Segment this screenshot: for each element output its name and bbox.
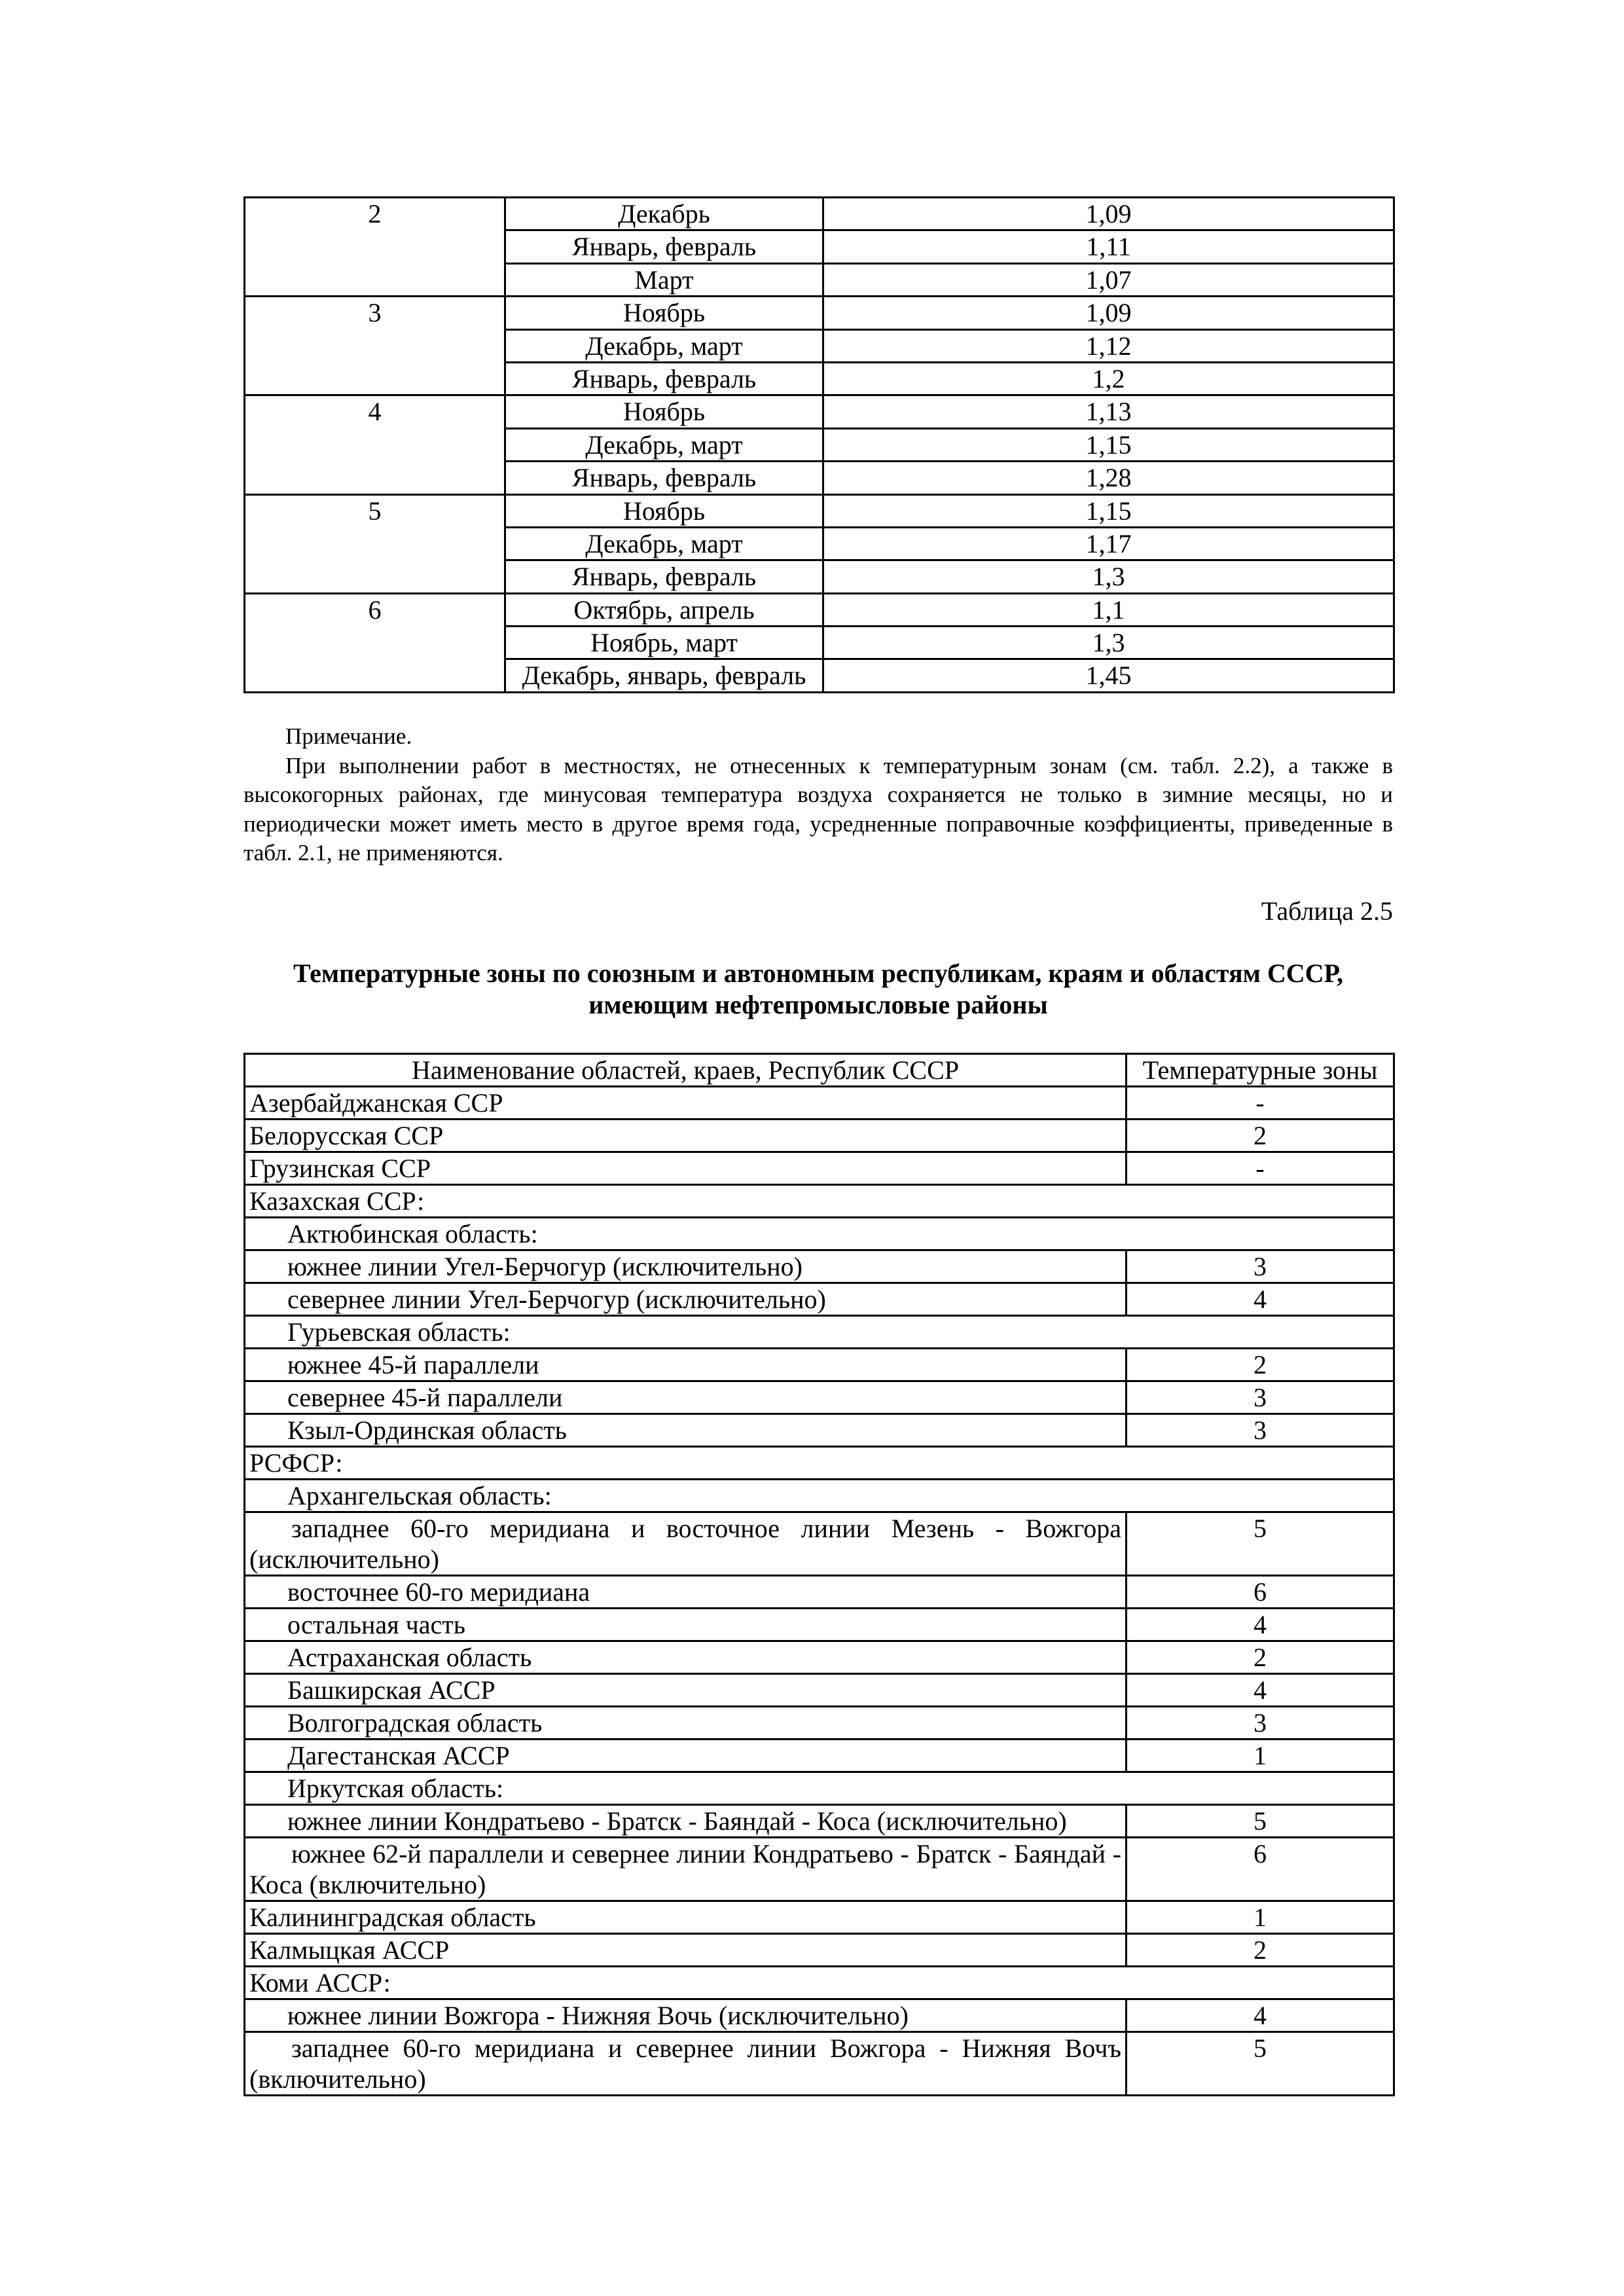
table-row [245, 1901, 1394, 1934]
header-name-cell: Наименование областей, краев, Республик СССР [245, 1054, 1127, 1087]
note-text: При выполнении работ в местностях, не отнесенных к температурным зонам (см. табл. 2.2), а также в высокогорных районах, где минусовая температура воздуха сохраняется не только в зимние месяцы, но и периодически может иметь место в другое время года, усредненные поправочные коэффициенты, приведенные в табл. 2.1, не применяются. [244, 752, 1393, 866]
region-name-cell: Иркутская область: [245, 1772, 1394, 1805]
header-zone-cell: Температурные зоны [1127, 1054, 1394, 1087]
region-name-cell: южнее 62-й параллели и севернее линии Кондратьево - Братск - Баяндай - Коса (включительно) [245, 1838, 1127, 1901]
table-header-row [245, 1054, 1394, 1087]
zone-value-cell: 4 [1127, 1674, 1394, 1707]
period-cell: Декабрь, январь, февраль [505, 659, 823, 692]
region-name-cell: южнее линии Кондратьево - Братск - Баяндай - Коса (исключительно) [245, 1805, 1127, 1838]
table-row [245, 1999, 1394, 2032]
coefficient-cell: 1,28 [823, 462, 1394, 494]
region-name-cell: западнее 60-го меридиана и севернее линии Вожгора - Нижняя Вочъ (включительно) [245, 2032, 1127, 2096]
coefficient-cell: 1,15 [823, 428, 1394, 461]
zone-cell: 4 [245, 395, 505, 494]
zone-value-cell: 2 [1127, 1641, 1394, 1674]
zone-cell: 6 [245, 593, 505, 692]
zone-cell: 2 [245, 198, 505, 297]
coefficient-cell: 1,11 [823, 230, 1394, 263]
table-row [245, 1480, 1394, 1512]
period-cell: Октябрь, апрель [505, 593, 823, 626]
region-name-cell: Дагестанская АССР [245, 1740, 1127, 1772]
table-row [245, 1447, 1394, 1480]
table-row [245, 1740, 1394, 1772]
zone-cell: 3 [245, 297, 505, 395]
region-name-cell: севернее линии Угел-Берчогур (исключительно) [245, 1283, 1127, 1316]
note-block [244, 722, 1393, 868]
coefficient-cell: 1,15 [823, 494, 1394, 527]
table-row [245, 1349, 1394, 1381]
coefficient-cell: 1,3 [823, 560, 1394, 593]
zone-value-cell: 3 [1127, 1250, 1394, 1283]
zone-value-cell: 5 [1127, 1805, 1394, 1838]
period-cell: Ноябрь, март [505, 627, 823, 659]
zone-value-cell: 2 [1127, 1120, 1394, 1152]
coefficient-cell: 1,2 [823, 362, 1394, 395]
region-name-cell: Архангельская область: [245, 1480, 1394, 1512]
table-row [245, 1250, 1394, 1283]
region-name-cell: Башкирская АССР [245, 1674, 1127, 1707]
table-row [245, 198, 1394, 230]
coefficient-cell: 1,3 [823, 627, 1394, 659]
zone-value-cell: 4 [1127, 1609, 1394, 1641]
table-row [245, 1967, 1394, 1999]
table-title-line-1: Температурные зоны по союзным и автономным республикам, краям и областям СССР, [293, 958, 1343, 988]
table-row [245, 1934, 1394, 1967]
region-name-cell: Азербайджанская ССР [245, 1087, 1127, 1120]
table-row [245, 2032, 1394, 2096]
zone-value-cell: 4 [1127, 1999, 1394, 2032]
note-heading: Примечание. [285, 723, 412, 749]
table-row [245, 1316, 1394, 1349]
zone-value-cell: 4 [1127, 1283, 1394, 1316]
table-row [245, 1185, 1394, 1218]
region-name-cell: Кзыл-Ординская область [245, 1414, 1127, 1447]
table-row [245, 1087, 1394, 1120]
table-label: Таблица 2.5 [1261, 896, 1393, 926]
zone-value-cell: 2 [1127, 1934, 1394, 1967]
coefficient-cell: 1,07 [823, 263, 1394, 296]
zone-value-cell: 3 [1127, 1707, 1394, 1740]
table-row [245, 1414, 1394, 1447]
zone-value-cell: - [1127, 1152, 1394, 1185]
region-name-cell: РСФСР: [245, 1447, 1394, 1480]
coefficient-cell: 1,13 [823, 395, 1394, 428]
region-name-cell: Грузинская ССР [245, 1152, 1127, 1185]
period-cell: Ноябрь [505, 297, 823, 329]
region-name-cell: Коми АССР: [245, 1967, 1394, 1999]
zone-value-cell: 6 [1127, 1576, 1394, 1609]
region-name-cell: остальная часть [245, 1609, 1127, 1641]
zone-value-cell: 2 [1127, 1349, 1394, 1381]
coefficient-cell: 1,09 [823, 297, 1394, 329]
table-row [245, 1707, 1394, 1740]
region-name-cell: Калмыцкая АССР [245, 1934, 1127, 1967]
region-name-cell: Калининградская область [245, 1901, 1127, 1934]
table-row [245, 1381, 1394, 1414]
zone-value-cell: 5 [1127, 2032, 1394, 2096]
region-name-cell: западнее 60-го меридиана и восточное линии Мезень - Вожгора (исключительно) [245, 1512, 1127, 1576]
coefficient-table-body [245, 198, 1394, 693]
table-row [245, 1641, 1394, 1674]
zone-value-cell: - [1127, 1087, 1394, 1120]
period-cell: Ноябрь [505, 395, 823, 428]
table-row [245, 1152, 1394, 1185]
coefficient-cell: 1,1 [823, 593, 1394, 626]
zone-value-cell: 6 [1127, 1838, 1394, 1901]
period-cell: Декабрь, март [505, 527, 823, 560]
zone-cell: 5 [245, 494, 505, 593]
table-row [245, 1576, 1394, 1609]
zone-value-cell: 3 [1127, 1381, 1394, 1414]
period-cell: Декабрь, март [505, 428, 823, 461]
temperature-zones-table [244, 1053, 1395, 2096]
zone-value-cell: 1 [1127, 1740, 1394, 1772]
table-title [244, 958, 1393, 1021]
period-cell: Декабрь, март [505, 329, 823, 362]
period-cell: Март [505, 263, 823, 296]
region-name-cell: восточнее 60-го меридиана [245, 1576, 1127, 1609]
table-row [245, 593, 1394, 626]
table-row [245, 1674, 1394, 1707]
table-row [245, 297, 1394, 329]
table-row [245, 1772, 1394, 1805]
zone-value-cell: 3 [1127, 1414, 1394, 1447]
table-row [245, 494, 1394, 527]
period-cell: Декабрь [505, 198, 823, 230]
table-row [245, 1120, 1394, 1152]
table-row [245, 1218, 1394, 1250]
table-row [245, 1609, 1394, 1641]
table-row [245, 1805, 1394, 1838]
region-name-cell: южнее 45-й параллели [245, 1349, 1127, 1381]
table-row [245, 1838, 1394, 1901]
region-name-cell: Волгоградская область [245, 1707, 1127, 1740]
coefficient-cell: 1,09 [823, 198, 1394, 230]
temperature-zones-table-body [245, 1054, 1394, 2096]
coefficient-cell: 1,17 [823, 527, 1394, 560]
period-cell: Январь, февраль [505, 462, 823, 494]
coefficient-cell: 1,12 [823, 329, 1394, 362]
coefficient-table [244, 196, 1395, 693]
period-cell: Ноябрь [505, 494, 823, 527]
zone-value-cell: 5 [1127, 1512, 1394, 1576]
zone-value-cell: 1 [1127, 1901, 1394, 1934]
period-cell: Январь, февраль [505, 362, 823, 395]
period-cell: Январь, февраль [505, 230, 823, 263]
region-name-cell: Астраханская область [245, 1641, 1127, 1674]
table-row [245, 1283, 1394, 1316]
table-row [245, 395, 1394, 428]
region-name-cell: Казахская ССР: [245, 1185, 1394, 1218]
region-name-cell: южнее линии Угел-Берчогур (исключительно) [245, 1250, 1127, 1283]
region-name-cell: южнее линии Вожгора - Нижняя Вочь (исключительно) [245, 1999, 1127, 2032]
region-name-cell: Белорусская ССР [245, 1120, 1127, 1152]
region-name-cell: севернее 45-й параллели [245, 1381, 1127, 1414]
region-name-cell: Гурьевская область: [245, 1316, 1394, 1349]
period-cell: Январь, февраль [505, 560, 823, 593]
table-row [245, 1512, 1394, 1576]
coefficient-cell: 1,45 [823, 659, 1394, 692]
table-title-line-2: имеющим нефтепромысловые районы [588, 990, 1048, 1019]
region-name-cell: Актюбинская область: [245, 1218, 1394, 1250]
